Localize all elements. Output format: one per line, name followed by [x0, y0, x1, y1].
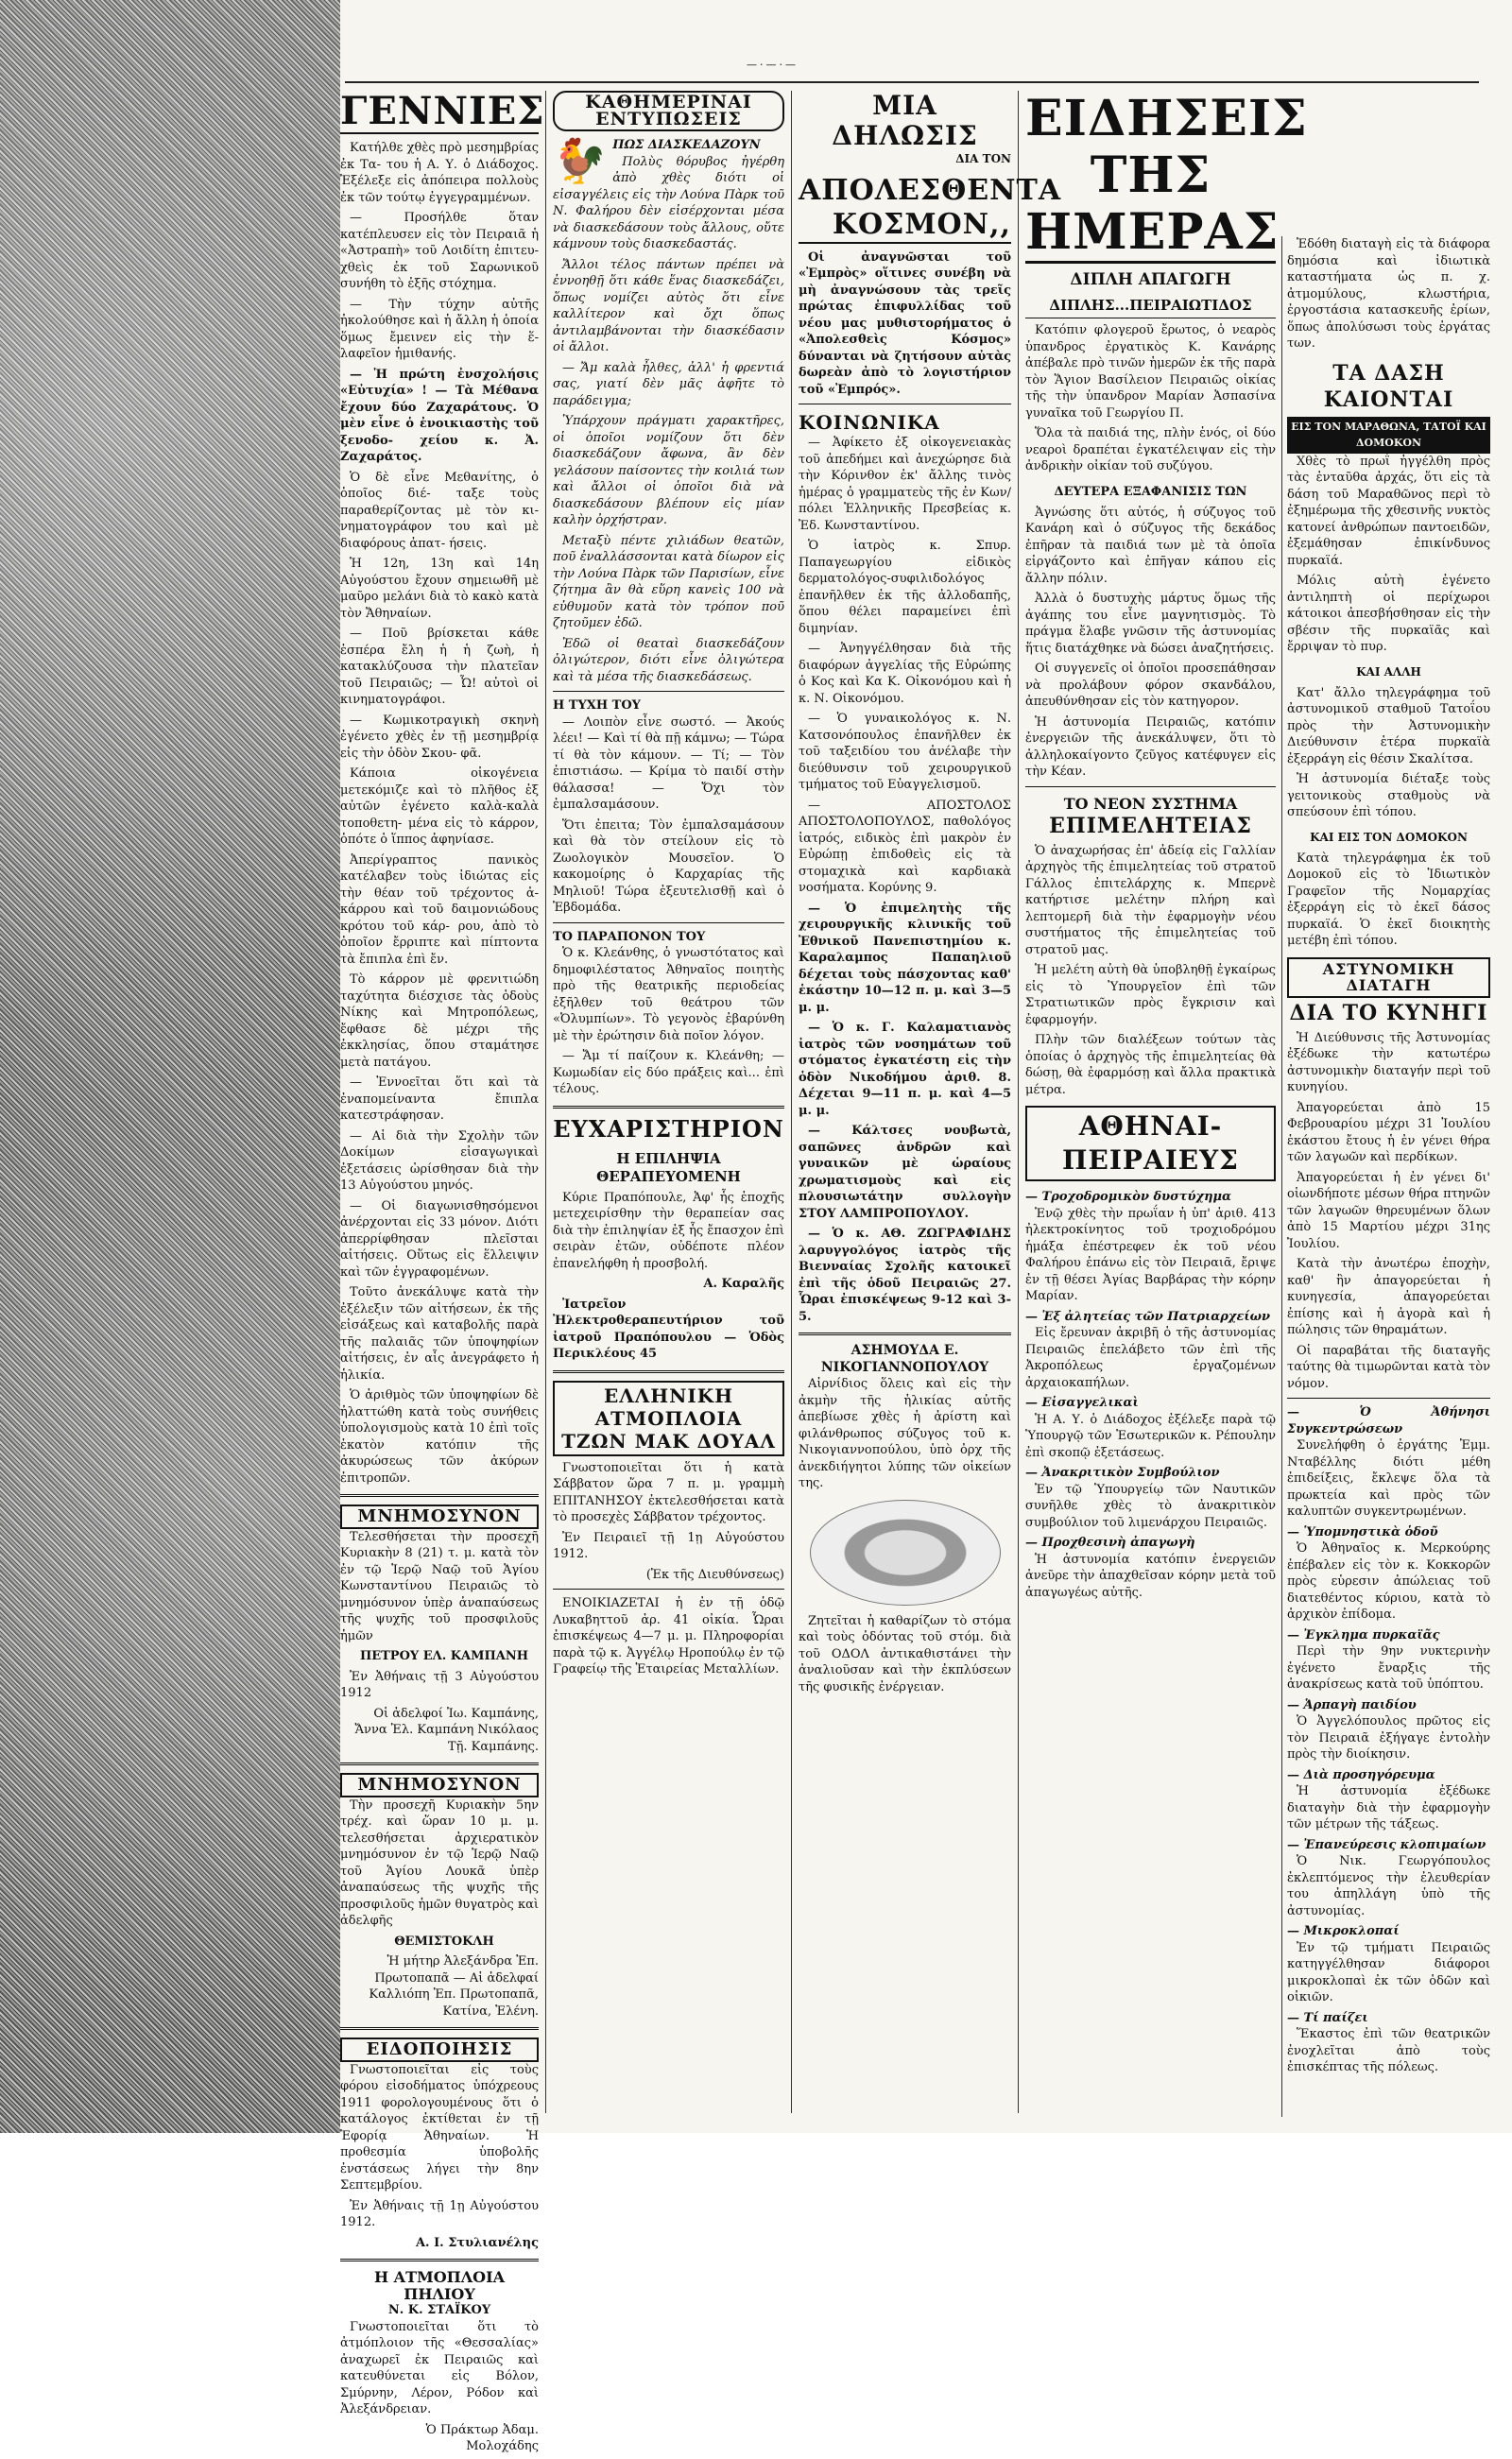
article-paragraph: Ὁ ἀναχωρήσας ἐπ' ἀδείᾳ εἰς Γαλλίαν ἀρχηγὸς τῆς ἐπιμελητείας τοῦ στρατοῦ Γάλλος ἐπιτελάρχης κ. Μπερνὲ κατήρτισε μελέτην πλήρη καὶ λεπτομερῆ διὰ τὴν ἐφαρμογὴν νέου συστήματος τῆς ἐπιμελητείας τοῦ στρατοῦ μας.	[1025, 843, 1276, 957]
column-rule	[545, 91, 546, 2113]
article-paragraph: Κάποια οἰκογένεια μετεκόμιζε καὶ τὸ πλῆθος ἐξ αὐτῶν ἐγένετο καλὰ-καλὰ τοποθετη- μένα εἰς τὸ κάρρον, ὁπότε ὁ ἵππος ἀφηνίασε.	[340, 766, 539, 847]
article-paragraph: Ἡ μελέτη αὐτὴ θὰ ὑποβληθῇ ἐγκαίρως εἰς τὸ Ὑπουργεῖον ἐπὶ τῶν Στρατιωτικῶν πρὸς ἔγκρισιν καὶ ἐφαρμογήν.	[1025, 963, 1276, 1027]
section-title-declaration: ΜΙΑ ΔΗΛΩΣΙΣ	[832, 90, 978, 151]
subsection-title: ΤΟ ΠΑΡΑΠΟΝΟΝ ΤΟΥ	[553, 929, 706, 944]
headline-forests-burning: ΤΑ ΔΑΣΗ ΚΑΙΟΝΤΑΙ	[1323, 360, 1454, 412]
social-note: — ΑΠΟΣΤΟΛΟΣ ΑΠΟΣΤΟΛΟΠΟΥΛΟΣ, παθολόγος ἰατρός, ειδικὸς ἐπὶ μακρὸν ἐν Εὐρώπῃ ἐπιδοθεὶς εἰς τὰ στομαχικὰ καὶ καρδιακὰ νοσήματα. Κορύνης 9.	[799, 798, 1011, 895]
divider	[340, 1494, 539, 1497]
rooster-icon: 🐓	[553, 135, 608, 186]
news-item: Ἐν τῷ τμήματι Πειραιῶς κατηγγέλθησαν διάφοροι μικροκλοπαὶ ἐκ τῶν ὁδῶν καὶ οἰκιῶν.	[1287, 1940, 1490, 2004]
divider	[799, 1333, 1011, 1335]
column-rule	[1281, 236, 1282, 2117]
social-note: — Ὁ γυναικολόγος κ. Ν. Κατσονόπουλος ἐπανῆλθεν ἐκ τοῦ ταξειδίου του ἀνέλαβε τὴν διεύθυνσιν τοῦ χειρουργικοῦ τμήματος τοῦ Εὐαγγελισμοῦ.	[799, 712, 1011, 792]
news-item: Ὁ Νικ. Γεωργόπουλος ἐκλεπτόμενος τὴν ἐλευθερίαν του ἀπηλλάγη ὑπὸ τῆς ἀστυνομίας.	[1287, 1854, 1490, 1918]
article-paragraph: — Τὴν τύχην αὐτῆς ἠκολούθησε καὶ ἡ ἄλλη ἡ ὁποία ὅμως ἔμεινεν εἰς τὴν ἕ- λαφεῖον ἡμιθανής.	[340, 297, 539, 361]
article-paragraph: Τὸ κάρρον μὲ φρενιτιώδη ταχύτητα διέσχισε τὰς ὁδοὺς Νίκης καὶ Μητροπόλεως, ἔφθασε δὲ μέχρι τῆς ἐκκλησίας, ὅπου σταμάτησε μετὰ πατάγου.	[340, 972, 539, 1070]
news-item: Εἰς ἔρευναν ἀκριβῆ ὁ τῆς ἀστυνομίας Πειραιῶς ἐπελάβετο τῶν ἐπὶ τῆς Ἀκροπόλεως ἐργαζομένων ἀρχαιοκαπήλων.	[1025, 1326, 1276, 1390]
dialogue: — Λοιπὸν εἶνε σωστό. — Ἀκούς λέει! — Καὶ τί θὰ πῇ κάμνω; — Τώρα τί θὰ τὸν κάμουν. — Τί; — Τὸν ἐπιστιάσω. — Κρίμα τὸ παιδί στὴν θάλασσα! — Ὄχι τὸν ἐμπαλσαμάσουν.	[553, 714, 784, 812]
divider	[340, 1763, 539, 1765]
section-title-news: ΕΙΔΗΣΕΙΣ ΤΗΣ ΗΜΕΡΑΣ	[1025, 91, 1276, 264]
social-note: — Ὁ κ. ΑΘ. ΖΩΓΡΑΦΙΔΗΣ λαρυγγολόγος ἰατρὸς τῆς Βιενναίας Σχολῆς κατοικεῖ ἐπὶ τῆς ὁδοῦ Πειραιῶς 27. Ὧραι ἐπισκέψεως 9-12 καὶ 3-5.	[799, 1227, 1011, 1324]
social-note: — Ὁ κ. Γ. Καλαματιανὸς ἰατρὸς τῶν νοσημάτων τοῦ στόματος ἐγκατέστη εἰς τὴν ὁδὸν Νικοδήμου ἀριθ. 8. Δέχεται 9—11 π. μ. καὶ 4—5 μ. μ.	[799, 1021, 1011, 1118]
thanks-text: Κύριε Πραπόπουλε, Ἀφ' ἧς ἐποχῆς μετεχειρίσθην τὴν θεραπείαν σας διὰ τὴν ἐπιληψίαν ἐξ ἧς ἔπασχον ἐπὶ σειρὰν ἐτῶν, οὐδέποτε πλέον ἐπανελήφθη ἡ προσβολή.	[553, 1190, 784, 1271]
memorial-signature: Ἡ μήτηρ Ἀλεξάνδρα Ἐπ. Πρωτοπαπᾶ — Αἱ ἀδελφαί Καλλιόπη Ἐπ. Πρωτοπαπᾶ, Κατίνα, Ἑλένη.	[369, 1954, 539, 2019]
article-paragraph: Ἡ ἀστυνομία Πειραιῶς, κατόπιν ἐνεργειῶν τῆς ἀνεκάλυψεν, ὅτι τὸ ἀλληλοκαίγοντο ζεῦγος κατέφυγεν εἰς τὴν Κέαν.	[1025, 714, 1276, 779]
article-paragraph: Κατὰ τὴν ἀνωτέρω ἐποχὴν, καθ' ἣν ἀπαγορεύεται ἡ κυνηγεσία, ἀπαγορεύεται ἐπίσης καὶ ἡ ἀγορὰ καὶ ἡ πώλησις τῶν θηραμάτων.	[1287, 1257, 1490, 1337]
article-paragraph: — Ἄμ τί παίζουν κ. Κλεάνθη; — Κωμωδίαν εἰς δύο πράξεις καὶ... ἐπὶ τέλους.	[553, 1049, 784, 1096]
shipping-ad-signature: (Ἐκ τῆς Διευθύνσεως)	[645, 1567, 784, 1582]
article-paragraph: Ὁ δὲ εἶνε Μεθανίτης, ὁ ὁποῖος διέ- ταξε τοὺς παραθερίζοντας μὲ τὸν κι- νηματογράφον του καὶ μὲ διαφόρους ἀπατ- ήσεις.	[340, 470, 539, 551]
article-paragraph: Κατ' ἄλλο τηλεγράφημα τοῦ ἀστυνομικοῦ σταθμοῦ Τατοΐου πρὸς τὴν Ἀστυνομικὴν Διεύθυνσιν ἑτέρα πυρκαϊὰ ἐξερράγη εἰς θέσιν Σκαλίτσα.	[1287, 685, 1490, 766]
memorial-signature: Οἱ ἀδελφοί Ἰω. Καμπάνης, Ἄννα Ἐλ. Καμπάνη Νικόλαος Τῇ. Καμπάνης.	[354, 1706, 539, 1754]
news-item-title: — Ἁρπαγὴ παιδίου	[1287, 1697, 1417, 1712]
article-paragraph: Μεταξὺ πέντε χιλιάδων θεατῶν, ποῦ ἐναλλάσσονται κατὰ δίωρον εἰς τὴν Λούνα Πὰρκ τῶν Παρισίων, εἶνε ζήτημα ἂν θὰ εὕρη κανεὶς 100 νὰ εὐθυμοῦν κατὰ τὸν τρόπον ποῦ ζητοῦμεν ἐδῶ.	[553, 533, 784, 630]
notice-text: Γνωστοποιεῖται εἰς τοὺς φόρου εἰσοδήματος ὑπόχρεους 1911 φορολογουμένους ὅτι ὁ κατάλογος ἐκτίθεται ἐν τῇ Ἐφορίᾳ Ἀθηναίων. Ἡ προθεσμία ὑποβολῆς ἐνστάσεως λήγει τὴν 8ην Σεπτεμβρίου.	[340, 2062, 539, 2192]
headline-hunting: ΔΙΑ ΤΟ ΚΥΝΗΓΙ	[1289, 1000, 1488, 1025]
news-item-title: — Ἐγκλημα πυρκαϊᾶς	[1287, 1627, 1440, 1642]
section-title-births: ΓΕΝΝΙΕΣ	[340, 89, 545, 133]
top-rule	[345, 81, 1479, 83]
thanks-title: ΕΥΧΑΡΙΣΤΗΡΙΟΝ	[553, 1114, 784, 1143]
memorial-name: ΘΕΜΙΣΤΟΚΛΗ	[394, 1934, 494, 1949]
news-item: Ὁ Ἀγγελόπουλος πρῶτος εἰς τὸν Πειραιᾶ ἐξήγαγε ἐντολὴν πρὸς τὴν διοίκησιν.	[1287, 1714, 1490, 1762]
subsection-title: ΠΩΣ ΔΙΑΣΚΕΔΑΖΟΥΝ	[612, 138, 761, 152]
article-paragraph: Ἀλλὰ ὁ δυστυχὴς μάρτυς ὅμως τῆς ἀγάπης του εἶνε μαγνητισμὸς. Τὸ πράγμα ἔλαβε γνῶσιν τῆς ἀστυνομίας ἥτις διατάχθηκε νὰ δώσει ἀναζητήσεις.	[1025, 592, 1276, 656]
news-item-title: — Ὁ Ἀθήνησι Συγκεντρώσεων	[1287, 1405, 1490, 1436]
social-note: — Ἀφίκετο ἐξ οἰκογενειακὰς τοῦ ἀπεδήμει καὶ ἀνεχώρησε διὰ τὴν Κόρινθον ἐκ' ἄλλης τινὸς ἡμέρας ὁ γραμματεὺς τῆς ἐν Κων/πόλει Ἑλληνικῆς Πρεσβείας κ. Ἐδ. Κωνσταντίνου.	[799, 436, 1011, 533]
article-paragraph: Κατὰ τηλεγράφημα ἐκ τοῦ Δομοκοῦ εἰς τὸ Ἰδιωτικὸν Γραφεῖον τῆς Νομαρχίας ἐξερράγη εἰς τὸ ἐκεῖ δάσος πυρκαϊά. Ὁ ἐκεῖ διοικητὴς μετέβη ἐπὶ τόπου.	[1287, 851, 1490, 948]
article-paragraph: Κατόπιν φλογεροῦ ἔρωτος, ὁ νεαρὸς ὑπανδρος ἐργατικὸς Κ. Κανάρης ἀπέβαλε πρὸ τινῶν ἡμερῶν ἐκ τῆς παρὰ τὸν Ἅγιον Βασίλειον Πειραιῶς οἰκίας τῆς τὴν ὑπανδρον Μαρίαν Ἀσπασίνα γυναῖκα τοῦ Γεωργίου Π.	[1025, 323, 1276, 421]
notice-title: ΕΙΔΟΠΟΙΗΣΙΣ	[340, 2038, 539, 2062]
article-paragraph: Οἱ παραβάται τῆς διαταγῆς ταύτης θὰ τιμωρῶνται κατὰ τὸν νόμον.	[1287, 1343, 1490, 1391]
article-paragraph: Πολὺς θόρυβος ἠγέρθη ἀπὸ χθὲς διότι οἱ εἰσαγγέλεις εἰς τὴν Λούνα Πὰρκ τοῦ Ν. Φαλήρου δὲν εἰσέρχονται μέσα νὰ διασκεδάσουν τοὺς ἄλλους, οὔτε κάμνουν τοὺς διασκεδαστάς.	[553, 154, 784, 251]
news-item: Ὁ Ἀθηναῖος κ. Μερκούρης ἐπέβαλεν εἰς τὸν κ. Κοκκορῶν πρὸς εὑρεσιν ἀπώλειας τοῦ διατεθέντος κύριου, κατὰ τὸ ἀρχικὸν ἐπίδομα.	[1287, 1541, 1490, 1622]
memorial-text: Τὴν προσεχῆ Κυριακὴν 5ην τρέχ. καὶ ὥραν 10 μ. μ. τελεσθήσεται ἀρχιερατικὸν μνημόσυνον ἐν τῷ Ἱερῷ Ναῷ τοῦ Ἁγίου Λουκᾶ ὑπὲρ ἀναπαύσεως τῆς ψυχῆς τῆς προσφιλοῦς ἡμῶν θυγατρὸς καὶ ἀδελφῆς	[340, 1797, 539, 1928]
headline: ΔΙΠΛΗΣ...ΠΕΙΡΑΙΩΤΙΔΟΣ	[1025, 297, 1276, 318]
article-paragraph: Ἀπαγορεύεται ἡ ἐν γένει δι' οἱωνδήποτε μέσων θήρα πτηνῶν τῶν λαγωῶν θηρευμένων ὅλων ἀπὸ 15 Μαρτίου μέχρι 31ης Ἰουλίου.	[1287, 1170, 1490, 1251]
news-item-title: — Τί παίζει	[1287, 2010, 1368, 2025]
mouth-illustration	[810, 1500, 1001, 1606]
news-item-title: — Μικροκλοπαί	[1287, 1924, 1400, 1938]
article-paragraph: Ἡ 12η, 13η καὶ 14η Αὐγούστου ἔχουν σημειωθῆ μὲ μαῦρο μελάνι διὰ τὸ κακὸ κατὰ τὸν Ἄθηναίων.	[340, 557, 539, 621]
subheadline: ΚΑΙ ΕΙΣ ΤΟΝ ΔΟΜΟΚΟΝ	[1310, 830, 1468, 844]
article-paragraph: Οἱ συγγενεῖς οἱ ὁποῖοι προσεπάθησαν νὰ προλάβουν φόρον σκανδάλου, ἀπευθύνθησαν εἰς τὸν κατηγορον.	[1025, 662, 1276, 709]
article-paragraph: — Ἄμ καλὰ ἦλθες, ἀλλ' ἡ φρεντιά σας, γιατί δὲν μᾶς ἀφῆτε τὸ παράδειγμα;	[553, 360, 784, 408]
column-rule	[791, 91, 792, 2113]
news-item-title: — Ἐξ ἀλητείας τῶν Πατριαρχείων	[1025, 1309, 1271, 1324]
article-paragraph: — Ἐννοεῖται ὅτι καὶ τὰ ἐναπομείναντα ἔπιπλα κατεστράφησαν.	[340, 1075, 539, 1123]
news-item: Ἡ Α. Υ. ὁ Διάδοχος ἐξέλεξε παρὰ τῷ Ὑπουργῷ τῶν Ἐσωτερικῶν κ. Ρέπουλην ἐπὶ σκοπῷ ἐξετάσεως.	[1025, 1412, 1276, 1460]
news-item: Ἐν τῷ Ὑπουργείῳ τῶν Ναυτικῶν συνῆλθε χθὲς τὸ ἀνακριτικὸν συμβούλιον τοῦ λιμενάρχου Πειραιῶς.	[1025, 1482, 1276, 1530]
news-item: Περὶ τὴν 9ην νυκτερινὴν ἐγένετο ἔναρξις τῆς ἀνακρίσεως κατὰ τοῦ ὑπόπτου.	[1287, 1644, 1490, 1692]
headline-lost-world: ΑΠΟΛΕΣΘΕΝΤΑ	[799, 173, 1062, 207]
social-note: — Κάλτσες νουβωτὰ, σαπῶνες ἀνδρῶν καὶ γυναικῶν μὲ ὡραίους χρωματισμοὺς καὶ εἰς πλουσιωτάτην συλλογὴν ΣΤΟΥ ΛΑΜΠΡΟΠΟΥΛΟΥ.	[799, 1124, 1011, 1221]
headline: ΤΟ ΝΕΟΝ ΣΥΣΤΗΜΑ	[1063, 794, 1238, 813]
shipping-ad-title: ΕΛΛΗΝΙΚΗ ΑΤΜΟΠΛΟΙΑ ΤΖΩΝ ΜΑΚ ΔΟΥΑΛ	[553, 1381, 784, 1456]
divider	[553, 691, 784, 692]
thanks-address: Ἰατρεῖον Ἠλεκτροθεραπευτήριον τοῦ ἰατροῦ Πραπόπουλου — Ὁδὸς Περικλέους 45	[553, 1297, 784, 1361]
social-note: — Ὁ ἐπιμελητὴς τῆς χειρουργικῆς κλινικῆς τοῦ Ἐθνικοῦ Πανεπιστημίου κ. Καραλαμπος Παπαηλιοῦ δέχεται τοὺς πάσχοντας καθ' ἑκάστην 10—12 π. μ. καὶ 3—5 μ. μ.	[799, 901, 1011, 1015]
article-paragraph: — Προσήλθε ὅταν κατέπλευσεν εἰς τὸν Πειραιᾶ ἡ «Ἀστραπὴ» τοῦ Λοιδίτη ἐπιτευ- χθεὶς ἐκ τοῦ Σαρωνικοῦ συνήθη τὸ ἐξῆς στόχημα.	[340, 211, 539, 291]
social-note: Ὁ ἰατρὸς κ. Σπυρ. Παπαγεωργίου εἰδικὸς δερματολόγος-συφιλιδολόγος ἐπανῆλθεν ἐκ τῆς ἀλλοδαπῆς, ὅπου θέλει παραμείνει ἐπὶ διμηνίαν.	[799, 539, 1011, 636]
column-news-of-the-day	[1025, 90, 1308, 1605]
headline: ΔΙΠΛΗ ΑΠΑΓΩΓΗ	[1070, 270, 1231, 289]
divider	[340, 2259, 539, 2261]
headline-world: ΚΟΣΜΟΝ,,	[799, 208, 1011, 244]
news-item-title: — Ἐπανεύρεσις κλοπιμαίων	[1287, 1837, 1486, 1852]
rental-notice: ΕΝΟΙΚΙΑΖΕΤΑΙ ἡ ἐν τῇ ὁδῷ Λυκαβηττοῦ ἀρ. 41 οἰκία. Ὧραι ἐπισκέψεως 4—7 μ. μ. Πληροφορίαι παρὰ τῷ κ. Ἀγγέλῳ Ηροπούλῳ ἐν τῷ Γραφείῳ τῆς Ἑταιρείας Μεταλλίων.	[553, 1596, 784, 1677]
column-rule	[1018, 91, 1019, 2113]
divider	[553, 922, 784, 923]
thanks-subtitle: Η ΕΠΙΛΗΨΙΑ ΘΕΡΑΠΕΥΟΜΕΝΗ	[596, 1149, 741, 1185]
article-paragraph: Ὅλα τὰ παιδιά της, πλὴν ἑνός, οἱ δύο νεαροὶ δραπέται ἐγκατέλειψαν εἰς τὴν ἀνδρικὴν οἰκίαν τοῦ συζύγου.	[1025, 426, 1276, 473]
obituary-text: Αἰρνίδιος ὅλεις καὶ εἰς τὴν ἀκμὴν τῆς ἡλικίας αὐτῆς ἀπεβίωσε χθὲς ἡ ἀρίστη καὶ φιλάνθρωπος σύζυγος τοῦ κ. Νικογιαννοπούλου, ὑπὸ ὀρχ τῆς ἀνεκδιήγητοι λύπης τῶν οἰκείων της.	[799, 1377, 1011, 1490]
news-item: Συνελήφθη ὁ ἐργάτης Ἐμμ. Νταβέλλης διότι μέθη ἐπιδείξεις, ἔκλεψε ὅλα τὰ πρωκτεία καὶ πρὸς τῶν καλυπτῶν συγκεντρωμένων.	[1287, 1438, 1490, 1519]
divider	[553, 1589, 784, 1590]
article-paragraph: — Ποῦ βρίσκεται κάθε ἑσπέρα ἔλη ἡ ἡ ζωὴ, ἡ κατακλύζουσα τὴν πλατεῖαν τοῦ Πειραιῶς; — Ὦ! αὐτοὶ οἱ κινηματογράφοι.	[340, 627, 539, 707]
article-paragraph: Κατήλθε χθὲς πρὸ μεσημβρίας ἐκ Τα- του ἡ Α. Υ. ὁ Διάδοχος. Ἐξέλεξε εἰς ἀπόπειρα πολλοὺς ἐκ τῶν τούτῳ ἐγγεγραμμένων.	[340, 141, 539, 205]
subheadline: ΚΑΙ ΑΛΛΗ	[1356, 664, 1421, 679]
news-item: Ἐνῷ χθὲς τὴν πρωΐαν ἡ ὑπ' ἀριθ. 413 ἠλεκτροκίνητος τοῦ τροχιοδρόμου ἡμάξα ἐπέστρεφεν ἐκ τοῦ νέου Φαλήρου ἐπάνω εἰς τὸν Πειραιᾶ, ἔριψε ἐν τῇ θέσει Ἀγίας Βαρβάρας τὴν κόρην Μαρίαν.	[1025, 1206, 1276, 1303]
section-title-social: ΚΟΙΝΩΝΙΚΑ	[799, 411, 940, 434]
shipping-ad-subtitle: Ν. Κ. ΣΤΑΪΚΟΥ	[387, 2303, 491, 2317]
article-paragraph: Ἡ Διεύθυνσις τῆς Ἀστυνομίας ἐξέδωκε τὴν κατωτέρω ἀστυνομικὴν διαταγήν περὶ τοῦ κυνηγίου.	[1287, 1030, 1490, 1094]
subheadline: ΕΙΣ ΤΟΝ ΜΑΡΑΘΩΝΑ, ΤΑΤΟΪ ΚΑΙ ΔΟΜΟΚΟΝ	[1287, 417, 1490, 454]
shipping-ad-signature: Ὁ Πράκτωρ Ἀδαμ. Μολοχάδης	[425, 2422, 539, 2453]
section-title-athens-piraeus: ΑΘΗΝΑΙ-ΠΕΙΡΑΙΕΥΣ	[1025, 1106, 1276, 1181]
ad-text: Ζητεῖται ἡ καθαρίζων τὸ στόμα καὶ τοὺς ὀδόντας τοῦ στόμ. διὰ τοῦ ΟΔΟΛ ἀντικαθιστάνει τὴν ἀναλιοῦσαν καὶ τὴν ἐκπλύσεων τῆς φυσικῆς ἐνέργειαν.	[799, 1613, 1011, 1694]
article-paragraph: Ἐδόθη διαταγὴ εἰς τὰ διάφορα δημόσια καὶ ἰδιωτικὰ καταστήματα ὡς π. χ. ἀτμομύλους, κλωστήρια, ἐργοστάσια κατασκευῆς ἐρίων, ὅπως ἀπολύσωσι τοὺς ἐργάτας των.	[1287, 237, 1490, 351]
article-paragraph: Ἀγνώσης ὅτι αὐτός, ἡ σύζυγος τοῦ Κανάρη καὶ ὁ σύζυγος τῆς δεκάδος ἐπῆραν τὰ παιδιά των μὲ τὰ ὁποῖα εἰργάζοντο καὶ ἐπῆγαν κάπου εἰς ἄλλην πόλιν.	[1025, 505, 1276, 586]
article-paragraph: Ἀπερίγραπτος πανικὸς κατέλαβεν τοὺς ἰδιώτας εἰς τὴν θέαν τοῦ τρέχοντος ἀ- κάρρου καὶ τοῦ δαιμονιώδους κρότου τοῦ κάρ- ρου, ἀπὸ τὸ ὁποῖον ἔρριπτε καὶ πίπτοντα τὰ ἔπιπλα ἐπὶ ἔν.	[340, 852, 539, 967]
notice-date: Ἐν Ἀθήναις τῇ 1ῃ Αὐγούστου 1912.	[340, 2198, 539, 2229]
page-ornament: —·—·—	[747, 59, 799, 71]
memorial-date: Ἐν Ἀθήναις τῇ 3 Αὐγούστου 1912	[340, 1669, 539, 1700]
column-declaration	[799, 90, 1062, 1699]
divider	[553, 1106, 784, 1109]
article-paragraph: Ἡ ἀστυνομία διέταξε τοὺς γειτονικοὺς σταθμοὺς νὰ σπεύσουν ἐπὶ τόπου.	[1287, 772, 1490, 819]
article-paragraph: — Ἡ πρώτη ἐνσχολήσις «Εὐτυχία» ! — Τὰ Μέθανα ἔχουν δύο Ζαχαράτους. Ὁ μὲν εἶνε ὁ ἐνοικιαστὴς τοῦ ξενοδο- χείου κ. Ἀ. Ζαχαράτος.	[340, 367, 539, 464]
column-news-continued	[1287, 236, 1490, 2080]
column-births	[340, 89, 545, 2459]
column-daily-impressions	[553, 91, 784, 1682]
thanks-signature: Α. Καραλῆς	[703, 1277, 784, 1291]
news-item: Ἡ ἀστυνομία ἐξέδωκε διαταγὴν διὰ τὴν ἐφαρμογὴν τῶν μέτρων τῆς τάξεως.	[1287, 1784, 1490, 1831]
social-note: — Ἀνηγγέλθησαν διὰ τῆς διαφόρων ἀγγελίας τῆς Εὐρώπης ὁ Κος καὶ Κα Κ. Οἰκονόμου καὶ ἡ κ. Ν. Οἰκονόμου.	[799, 642, 1011, 706]
article-paragraph: Ὁ κ. Κλεάνθης, ὁ γνωστότατος καὶ δημοφιλέστατος Ἀθηναῖος ποιητὴς πρὸ τῆς θεατρικῆς περιοδείας ἐξῆλθεν τοῦ θεάτρου τῶν «Ὀλυμπίων». Τὸ γεγονὸς ἐβαρύνθη μὲ τὴν ἐρώτησιν διὰ ποῖον λόγον.	[553, 946, 784, 1043]
article-paragraph: Πλὴν τῶν διαλέξεων τούτων τὰς ὁποίας ὁ ἀρχηγὸς τῆς ἐπιμελητείας θὰ δώσῃ, θὰ ἐφαρμόσῃ καὶ ἄλλα πρακτικὰ μέτρα.	[1025, 1033, 1276, 1097]
divider	[1287, 1398, 1490, 1399]
notice-signature: Α. Ι. Στυλιανέλης	[415, 2235, 539, 2250]
news-item-title: — Διὰ προσηγόρευμα	[1287, 1767, 1435, 1782]
divider	[1025, 786, 1276, 787]
memorial-title: ΜΝΗΜΟΣΥΝΟΝ	[340, 1505, 539, 1529]
article-paragraph: Ὑπάρχουν πράγματι χαρακτῆρες, οἱ ὁποῖοι νομίζουν ὅτι δὲν διασκεδάζουν ἄφωνα, ἂν δὲν γελάσουν παίσοντες τὴν κοιλιά των καὶ ἄλλοι οἱ ὁποῖοι διὰ νὰ διασκεδάσουν βλέπουν εἰς μίαν καλὴν ὀρχήστραν.	[553, 414, 784, 527]
shipping-ad-date: Ἐν Πειραιεῖ τῇ 1ῃ Αὐγούστου 1912.	[553, 1530, 784, 1561]
subheadline: ΔΕΥΤΕΡΑ ΕΞΑΦΑΝΙΣΙΣ ΤΩΝ	[1054, 484, 1247, 499]
memorial-title: ΜΝΗΜΟΣΥΝΟΝ	[340, 1773, 539, 1797]
section-title-impressions: ΚΑΘΗΜΕΡΙΝΑΙ ΕΝΤΥΠΩΣΕΙΣ	[553, 91, 784, 131]
subsection-title: Η ΤΥΧΗ ΤΟΥ	[553, 698, 641, 713]
news-item-title: — Τροχοδρομικὸν δυστύχημα	[1025, 1190, 1232, 1204]
memorial-text: Τελεσθήσεται τὴν προσεχῆ Κυριακὴν 8 (21) τ. μ. κατὰ τὸν ἐν τῷ Ἱερῷ Ναῷ τοῦ Ἁγίου Κωνσταντίνου Πειραιῶς τὸ μνημόσυνον ὑπὲρ ἀναπαύσεως τῆς ψυχῆς τοῦ προσφιλοῦς ἡμῶν	[340, 1529, 539, 1643]
news-item-title: — Εἰσαγγελικαὶ	[1025, 1396, 1139, 1410]
divider	[553, 1370, 784, 1373]
section-title-sub: ΔΙΑ ΤΟΝ	[955, 152, 1011, 165]
divider	[340, 2027, 539, 2030]
article-paragraph: — Οἱ διαγωνισθησόμενοι ἀνέρχονται εἰς 33 μόνον. Διότι ἀπερρίφθησαν πλεῖσται αἰτήσεις. Οὕτως εἰς ἕλλειψιν καὶ τῶν ἐγγραφομένων.	[340, 1198, 539, 1280]
article-paragraph: Χθὲς τὸ πρωῒ ἠγγέλθη πρὸς τὰς ἐνταῦθα ἀρχάς, ὅτι εἰς τὰ δάση τοῦ Μαραθῶνος περὶ τὸ ἐξημέρωμα τῆς χθεσινῆς νυκτὸς κατονεί ἀνθρώπων παντοειδῶν, ἐξεμάθησαν ἐπικίνδυνος πυρκαϊά.	[1287, 454, 1490, 568]
article-paragraph: Ἄλλοι τέλος πάντων πρέπει νὰ ἐννοηθῇ ὅτι κάθε ἕνας διασκεδάζει, ὅπως νομίζει αὐτὸς ὅτι εἶνε καλλίτερον καὶ ὄχι ὅπως ἀντιλαμβάνονται τὴν διασκέδασιν οἱ ἄλλοι.	[553, 257, 784, 354]
shipping-ad-title: Η ΑΤΜΟΠΛΟΙΑ ΠΗΛΙΟΥ	[373, 2268, 505, 2303]
article-paragraph: Τοῦτο ἀνεκάλυψε κατὰ τὴν ἐξέλεξιν τῶν αἰτήσεων, ἐκ τῆς εἰσάξεως καὶ καταβολῆς παρὰ τῆς παλαιᾶς τῶν ὑποψηφίων αἰτήσεις, ἐν αἷς ἀνεγράφετο ἡ ἡλικία.	[340, 1285, 539, 1383]
memorial-name: ΠΕΤΡΟΥ ΕΛ. ΚΑΜΠΑΝΗ	[359, 1649, 529, 1663]
headline-police-order: ΑΣΤΥΝΟΜΙΚΗ ΔΙΑΤΑΓΗ	[1287, 957, 1490, 998]
news-item-title: — Ὑπομνηστικὰ ὁδοῦ	[1287, 1524, 1438, 1539]
article-paragraph: Οἱ ἀναγνῶσται τοῦ «Ἐμπρὸς» οἵτινες συνέβη νὰ μὴ ἀναγνώσουν τὰς τρεῖς πρώτας ἐπιφυλλίδας τοῦ νέου μας μυθιστορήματος ὁ «Ἀπολεσθεὶς Κόσμος» δύνανται νὰ ζητήσουν αὐτὰς δωρεὰν ἀπὸ τὸ λογιστήριον τοῦ «Ἐμπρός».	[799, 249, 1011, 397]
news-item: Ἡ ἀστυνομία κατόπιν ἐνεργειῶν ἀνεῦρε τὴν ἀπαχθεῖσαν κόρην μετὰ τοῦ ἀπαγωγέως αὐτῆς.	[1025, 1552, 1276, 1600]
obituary-title: ΑΣΗΜΟΥΔΑ Ε. ΝΙΚΟΓΙΑΝΝΟΠΟΥΛΟΥ	[820, 1343, 989, 1375]
shipping-ad-text: Γνωστοποιεῖται ὅτι τὸ ἀτμόπλοιον τῆς «Θεσσαλίας» ἀναχωρεῖ ἐκ Πειραιῶς καὶ κατευθύνεται εἰς Βόλον, Σμύρνην, Λέρον, Ρόδον καὶ Ἀλεξάνδρειαν.	[340, 2319, 539, 2416]
article-paragraph: Ὅτι ἐπειτα; Τὸν ἐμπαλσαμάσουν καὶ θὰ τὸν στείλουν εἰς τὸ Ζωολογικὸν Μουσεῖον. Ὁ κακομοίρης ὁ Καρχαρίας τῆς Μηλιοῦ! Τώρα ἐξευτελισθῇ καὶ ὁ Ἐβδομάδα.	[553, 817, 784, 915]
article-paragraph: — Κωμικοτραγικὴ σκηνὴ ἐγένετο χθὲς ἐν τῇ μεσημβρίᾳ εἰς τὴν ὁδὸν Σκου- φᾶ.	[340, 713, 539, 761]
news-item-title: — Προχθεσινὴ ἀπαγωγὴ	[1025, 1536, 1195, 1550]
article-paragraph: — Αἱ διὰ τὴν Σχολὴν τῶν Δοκίμων εἰσαγωγικαὶ ἐξετάσεις ὡρίσθησαν διὰ τὴν 13 Αὐγούστου μηνός.	[340, 1128, 539, 1193]
article-paragraph: Ἀπαγορεύεται ἀπὸ 15 Φεβρουαρίου μέχρι 31 Ἰουλίου ἑκάστου ἔτους ἡ ἐν γένει θήρα τῶν λαγωῶν καὶ περδίκων.	[1287, 1100, 1490, 1164]
shipping-ad-text: Γνωστοποιεῖται ὅτι ἡ κατὰ Σάββατον ὥρα 7 π. μ. γραμμὴ ΕΠΙΤΑΝΗΣΟΥ ἐκτελεσθήσεται κατὰ τὸ προσεχὲς Σάββατον τρέχοντος.	[553, 1460, 784, 1524]
headline: ΕΠΙΜΕΛΗΤΕΙΑΣ	[1049, 813, 1252, 838]
news-item: Ἕκαστος ἐπὶ τῶν θεατρικῶν ἐνοχλεῖται ἀπὸ τοὺς ἐπισκέπτας τῆς πόλεως.	[1287, 2027, 1490, 2074]
article-paragraph: Ὁ ἀριθμὸς τῶν ὑποψηφίων δὲ ἠλαττώθη κατὰ τοὺς συνήθεις ὑπολογισμοὺς κατὰ 10 ἐπὶ τοῖς ἑκατὸν κατόπιν τῆς ἀκυρώσεως τῶν ἀκύρων ἐπιτροπῶν.	[340, 1388, 539, 1486]
article-paragraph: Ἐδῶ οἱ θεαταὶ διασκεδάζουν ὀλιγώτερον, διότι εἶνε ὀλιγώτερα καὶ τὰ μέσα τῆς διασκεδάσεως.	[553, 636, 784, 684]
news-item-title: — Ἀνακριτικὸν Συμβούλιον	[1025, 1466, 1220, 1480]
article-paragraph: Μόλις αὐτὴ ἐγένετο ἀντιληπτὴ οἱ περίχωροι κάτοικοι ἀπεσβήσθησαν εἰς τὴν σβέσιν τῆς πυρκαϊᾶς καὶ ἔρριψαν τὸ πυρ.	[1287, 574, 1490, 654]
scan-noise	[0, 0, 340, 2133]
